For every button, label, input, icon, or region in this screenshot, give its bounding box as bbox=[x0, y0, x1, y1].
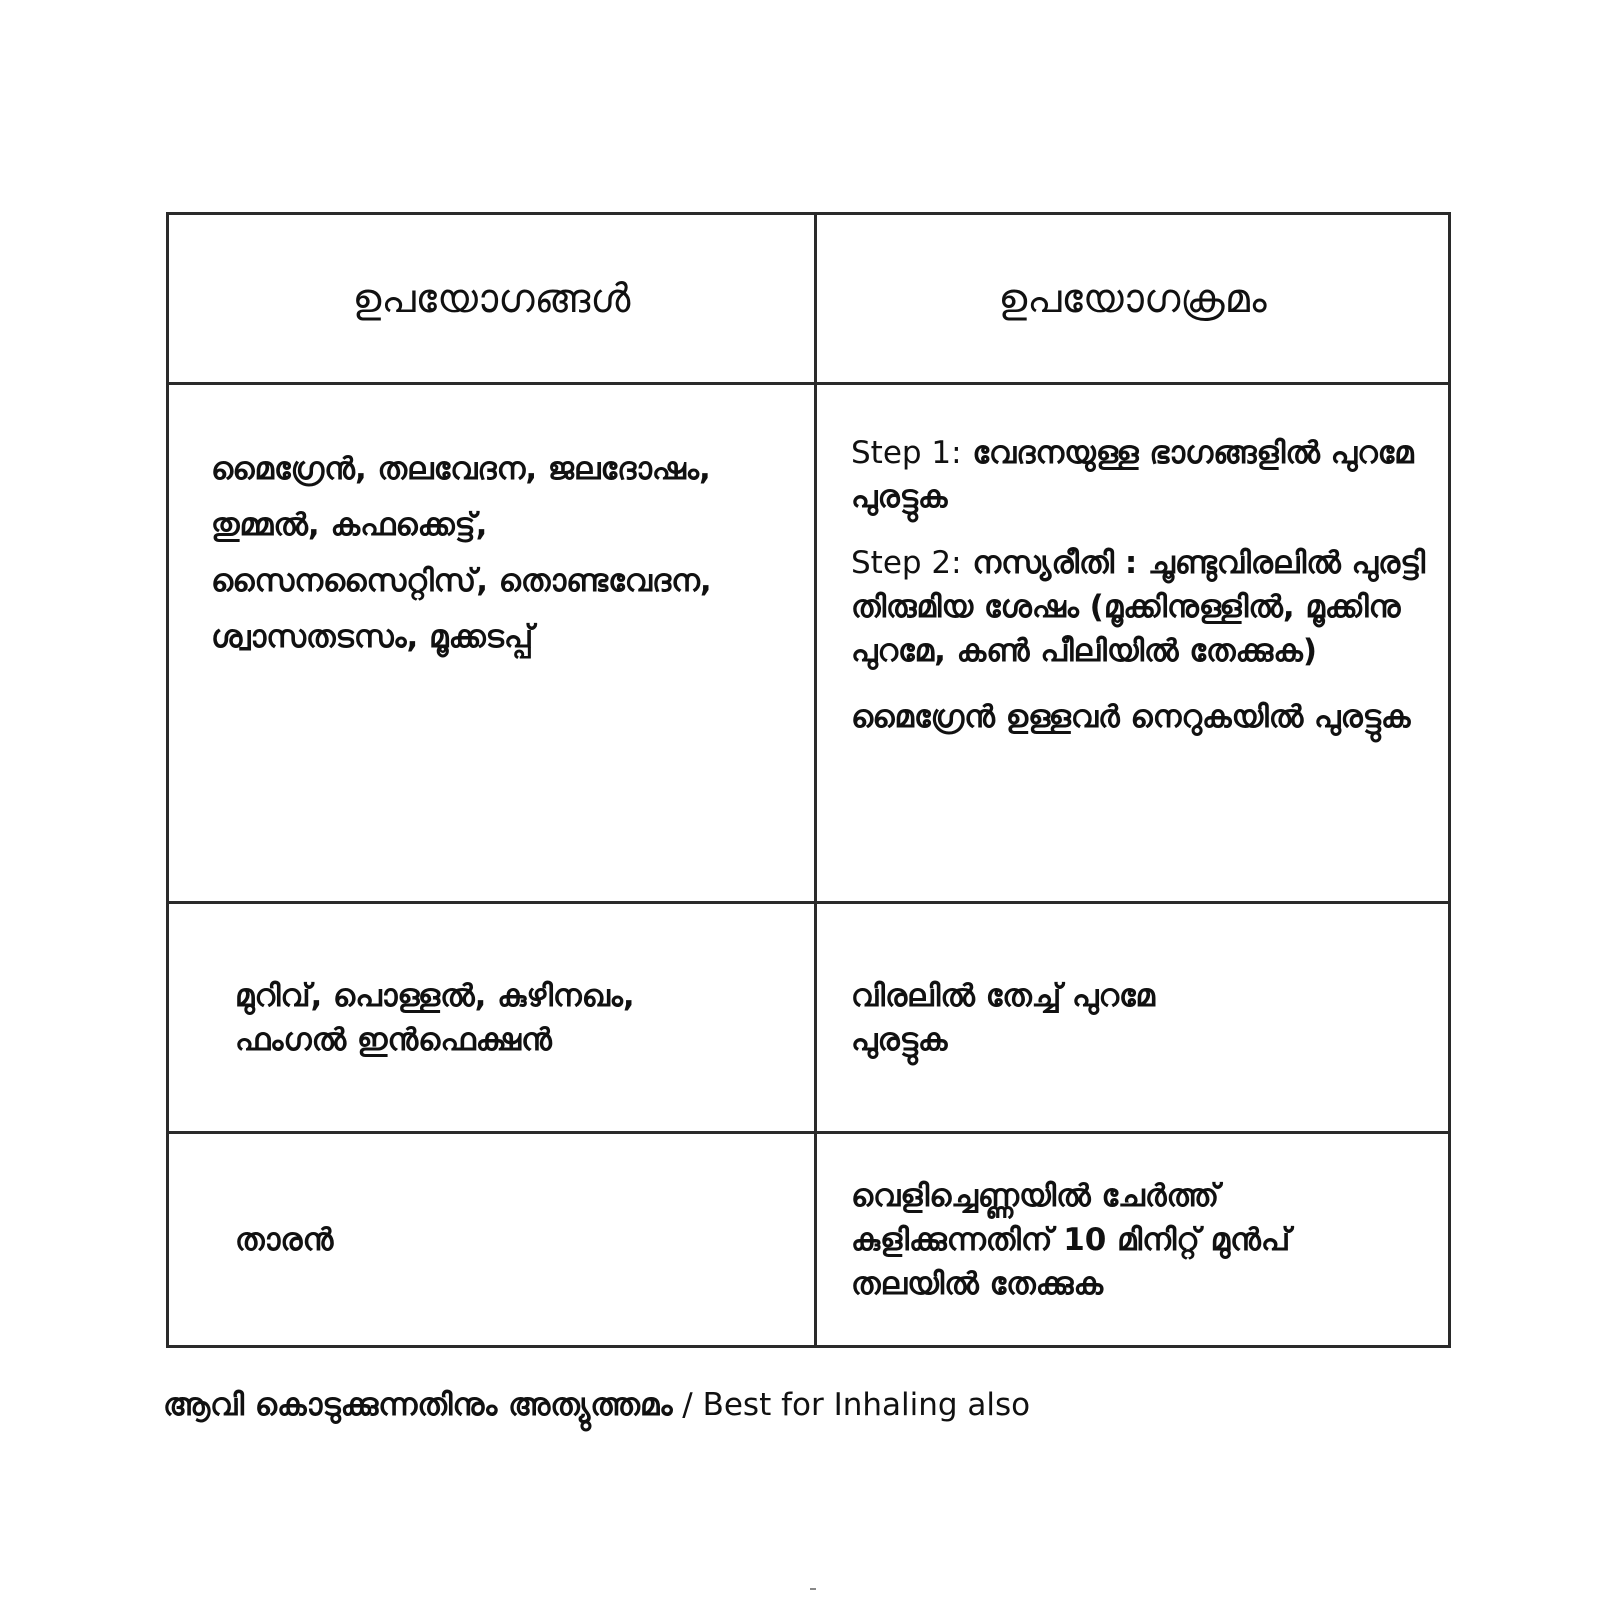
method-line: കുളിക്കുന്നതിന് 10 മിനിറ്റ് മുൻപ് bbox=[851, 1221, 1291, 1258]
method-line: തലയിൽ തേക്കുക bbox=[851, 1265, 1104, 1302]
step-1-label: Step 1: bbox=[851, 435, 962, 471]
step-2-label: Step 2: bbox=[851, 545, 962, 581]
usage-table bbox=[166, 212, 1451, 1348]
method-cell bbox=[816, 903, 1450, 1133]
step-2-text: നസ്യരീതി : ചൂണ്ടുവിരലിൽ പുരട്ടി തിരുമിയ ശേഷം (മൂക്കിനുള്ളിൽ, മൂക്കിനു പുറമേ, കൺ പീലിയിൽ തേക്കുക) bbox=[851, 545, 1426, 669]
footer-malayalam: ആവി കൊടുക്കുന്നതിനും അത്യുത്തമം bbox=[163, 1387, 673, 1423]
uses-line: ഫംഗൽ ഇൻഫെക്ഷൻ bbox=[235, 1021, 552, 1058]
uses-cell bbox=[168, 1133, 816, 1347]
table-header-row bbox=[168, 214, 1450, 384]
uses-line: സൈനസൈറ്റിസ്, തൊണ്ടവേദന, bbox=[211, 563, 712, 599]
step-2 bbox=[851, 541, 1428, 673]
table-row bbox=[168, 384, 1450, 903]
footer-separator: / bbox=[672, 1387, 703, 1423]
uses-line: മുറിവ്, പൊള്ളൽ, കുഴിനഖം, bbox=[235, 977, 635, 1014]
migraine-note: മൈഗ്രേൻ ഉള്ളവർ നെറുകയിൽ പുരട്ടുക bbox=[851, 699, 1411, 735]
uses-line: ശ്വാസതടസം, മൂക്കടപ്പ് bbox=[211, 619, 534, 655]
method-line: വിരലിൽ തേച്ച് പുറമേ bbox=[851, 977, 1156, 1014]
bottom-divider-mark bbox=[810, 1588, 816, 1590]
method-cell bbox=[816, 1133, 1450, 1347]
step-1-text: വേദനയുള്ള ഭാഗങ്ങളിൽ പുറമേ പുരട്ടുക bbox=[851, 435, 1414, 515]
method-line: വെളിച്ചെണ്ണയിൽ ചേർത്ത് bbox=[851, 1177, 1220, 1214]
uses-cell bbox=[168, 903, 816, 1133]
header-uses: ഉപയോഗങ്ങൾ bbox=[168, 214, 816, 384]
footer-english: Best for Inhaling also bbox=[702, 1387, 1031, 1423]
method-cell bbox=[816, 384, 1450, 903]
table-row bbox=[168, 903, 1450, 1133]
header-method: ഉപയോഗക്രമം bbox=[816, 214, 1450, 384]
uses-line: തുമ്മൽ, കഫക്കെട്ട്, bbox=[211, 507, 488, 543]
uses-line: മൈഗ്രേൻ, തലവേദന, ജലദോഷം, bbox=[211, 451, 711, 487]
table-row bbox=[168, 1133, 1450, 1347]
method-line: പുരട്ടുക bbox=[851, 1021, 948, 1058]
footer-note bbox=[163, 1387, 1030, 1424]
uses-cell bbox=[168, 384, 816, 903]
uses-line: താരൻ bbox=[235, 1221, 334, 1258]
step-1 bbox=[851, 431, 1428, 519]
